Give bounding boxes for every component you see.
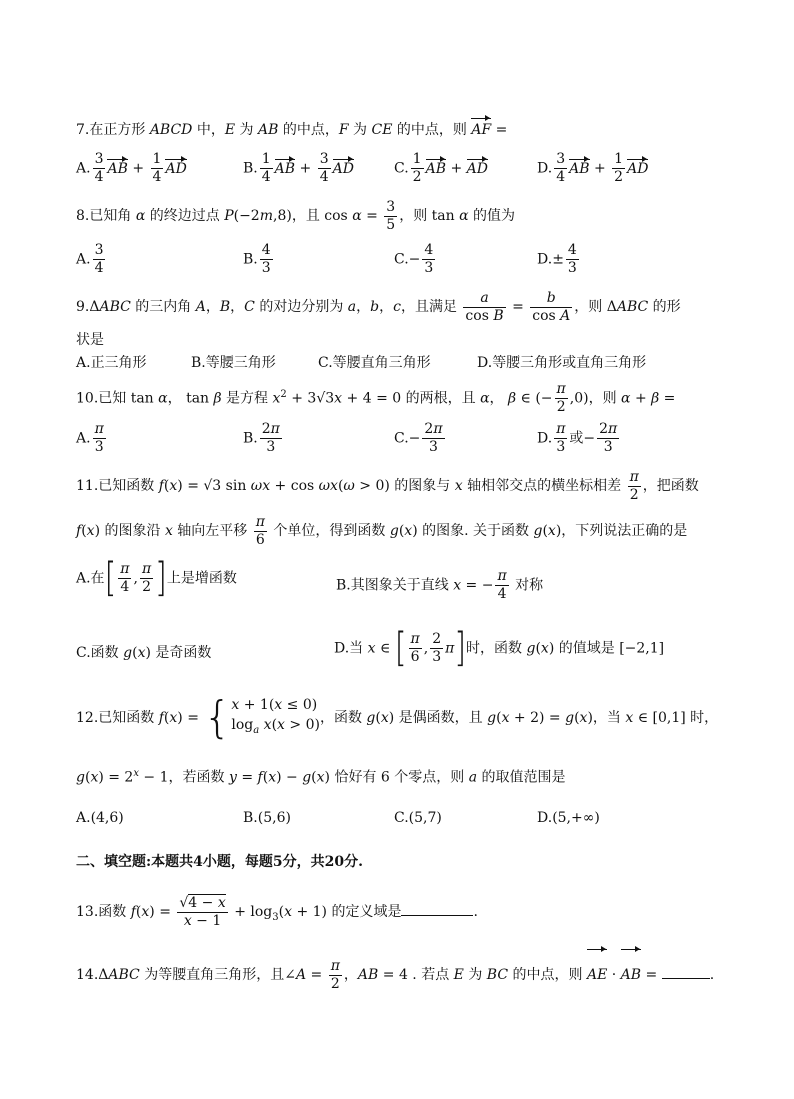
q14-stem: 14.ΔABC 为等腰直角三角形，且∠A = $\frac{\pi}{2}$ ，AB = 4 . 若点 E 为 BC 的中点，则 AE · AB = . bbox=[76, 948, 714, 999]
q8-option-a: A. $\frac{3}{4}$ bbox=[76, 242, 104, 276]
q7-option-c: C. $\frac{1}{2}$ AB + AD bbox=[394, 151, 488, 185]
q8-stem: 8.已知角 α 的终边过点 P(−2m,8)，且 cos α = $\frac{3}{5}$ ，则 tan α 的值为 bbox=[76, 198, 516, 233]
q9-stem-cont: 状是 bbox=[76, 332, 104, 348]
q10-option-c: C.− $\frac{2\pi}{3}$ bbox=[394, 421, 443, 455]
q9-option-a: A.正三角形 bbox=[76, 355, 147, 371]
q7-option-d: D. $\frac{3}{4}$ AB + $\frac{1}{2}$ AD bbox=[537, 151, 649, 185]
q9-stem: 9.ΔABC 的三内角 A，B，C 的对边分别为 a，b，c，且满足 $\frac{a}{\text{cos B}}$ = $\frac{b}{\text{cos A}}$ ，则 ΔABC 的形 bbox=[76, 289, 681, 324]
q11-option-c: C.函数 g(x) 是奇函数 bbox=[76, 645, 212, 661]
q8-option-b: B. $\frac{4}{3}$ bbox=[243, 242, 271, 276]
q13-stem: 13.函数 f(x) = $\frac{√4 - x}{x - 1}$ + $\log_3(x + 1)$ 的定义域是 . bbox=[76, 894, 478, 929]
q9-option-b: B.等腰三角形 bbox=[191, 355, 276, 371]
q7-stem: 7.在正方形 ABCD 中，E 为 AB 的中点，F 为 CE 的中点，则 AF = bbox=[76, 117, 507, 140]
q12-stem-line2: $g(x) = 2^x - 1$，若函数 y = f(x) − g(x) 恰好有 6 个零点，则 a 的取值范围是 bbox=[76, 768, 566, 786]
q12-option-c: C.(5,7) bbox=[394, 810, 442, 826]
q8-option-d: D.± $\frac{4}{3}$ bbox=[537, 242, 577, 276]
q7-option-a: A. $\frac{3}{4}$ AB + $\frac{1}{4}$ AD bbox=[76, 151, 187, 185]
q11-option-d: D.当 x ∈ [ $\frac{\pi}{6}$ , $\frac{2}{3}$ π]时，函数 g(x) 的值域是 [−2,1] bbox=[334, 624, 665, 672]
vector-ae: AE bbox=[587, 948, 607, 999]
q11-stem-line2: f(x) 的图象沿 x 轴向左平移 $\frac{\pi}{6}$ 个单位，得到函数 g(x) 的图象. 关于函数 g(x)，下列说法正确的是 bbox=[76, 513, 688, 548]
q10-option-d: D. $\frac{\pi}{3}$ 或− $\frac{2\pi}{3}$ bbox=[537, 421, 618, 455]
q11-option-b: B.其图象关于直线 x = − $\frac{\pi}{4}$ 对称 bbox=[336, 568, 544, 602]
q12-option-b: B.(5,6) bbox=[243, 810, 291, 826]
section2-heading: 二、填空题:本题共4小题，每题5分，共20分. bbox=[76, 854, 364, 870]
q11-option-a: A.在[ $\frac{\pi}{4}$ , $\frac{\pi}{2}$ ]上是增函数 bbox=[76, 554, 237, 602]
q10-option-a: A. $\frac{\pi}{3}$ bbox=[76, 421, 104, 455]
q9-option-d: D.等腰三角形或直角三角形 bbox=[477, 355, 647, 371]
q12-option-d: D.(5,+∞) bbox=[537, 810, 600, 826]
q9-option-c: C.等腰直角三角形 bbox=[318, 355, 431, 371]
q12-stem-line1: 12.已知函数 f(x) = { x + 1(x ≤ 0) $\log_a x(x > 0)$ ，函数 g(x) 是偶函数，且 g(x + 2) = g(x)，当 x ∈ [0,1] 时， bbox=[76, 692, 719, 743]
q10-stem: 10.已知 tan α， tan β 是方程 $x^2 + 3√3x + 4 = 0$ 的两根，且 α， β ∈ (− $\frac{\pi}{2}$ ,0)，则 α + β = bbox=[76, 381, 676, 416]
q7-option-b: B. $\frac{1}{4}$ AB + $\frac{3}{4}$ AD bbox=[243, 151, 354, 185]
q11-stem-line1: 11.已知函数 f(x) = √3 sin ωx + cos ωx(ω > 0) 的图象与 x 轴相邻交点的横坐标相差 $\frac{\pi}{2}$ ，把函数 bbox=[76, 468, 699, 503]
vector-ab: AB bbox=[621, 948, 641, 999]
q8-option-c: C.− $\frac{4}{3}$ bbox=[394, 242, 434, 276]
q10-option-b: B. $\frac{2\pi}{3}$ bbox=[243, 421, 280, 455]
vector-af: AF bbox=[471, 117, 491, 140]
q12-option-a: A.(4,6) bbox=[76, 810, 124, 826]
